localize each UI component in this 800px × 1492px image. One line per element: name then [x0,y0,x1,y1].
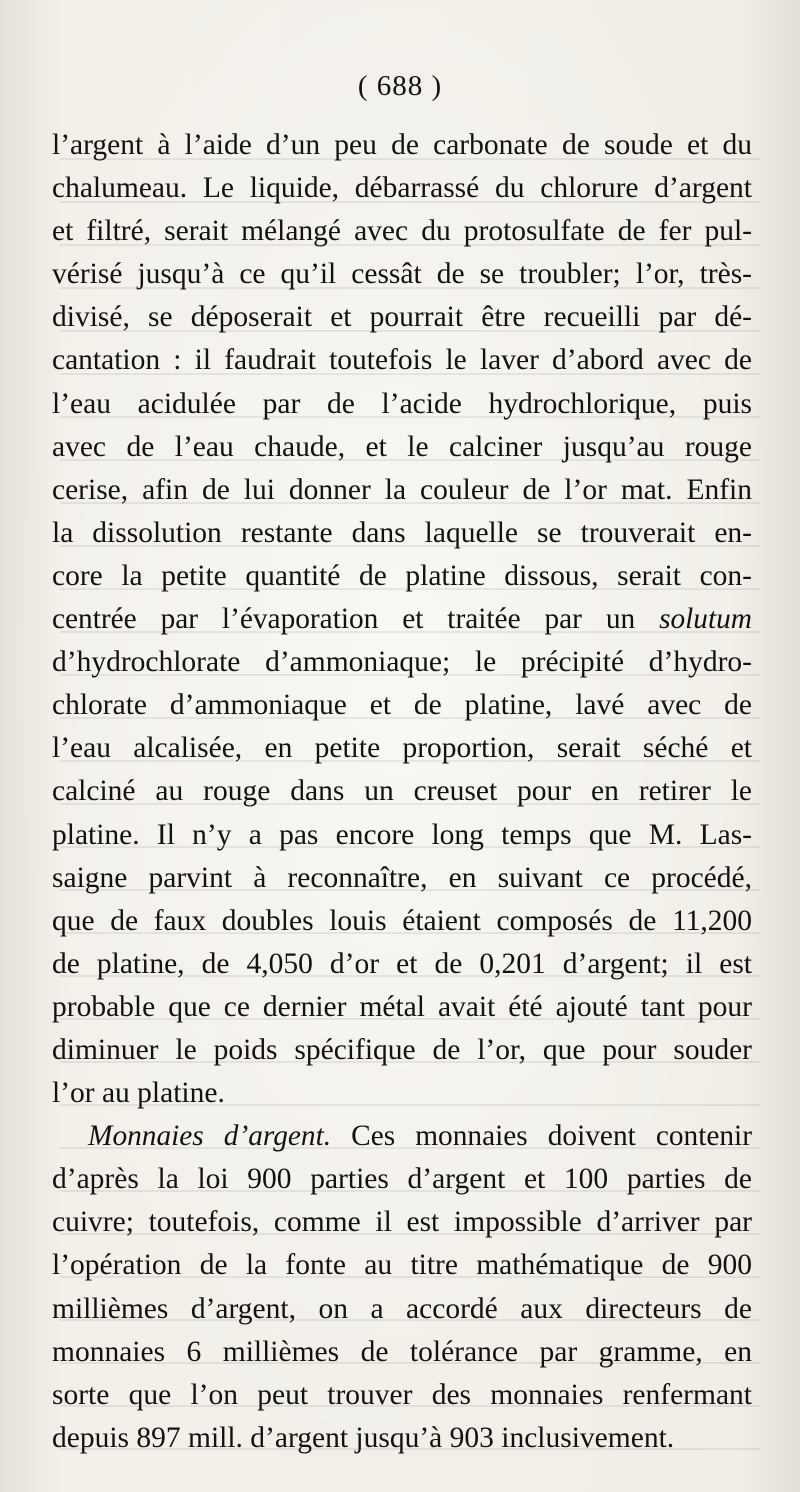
text-line: chalumeau. Le liquide, débarrassé du chlorure d’argent [52,172,752,205]
text-line: l’eau alcalisée, en petite proportion, serait séché et [52,732,752,765]
text-line: que de faux doubles louis étaient composés de 11,200 [52,904,752,937]
text-line-with-italic [52,598,752,641]
text-line: l’opération de la fonte au titre mathématique de 900 [52,1249,752,1282]
text-line: l’eau acidulée par de l’acide hydrochlorique, puis [52,387,752,420]
text-line: millièmes d’argent, on a accordé aux directeurs de [52,1292,752,1325]
text-line: calciné au rouge dans un creuset pour en retirer le [52,775,752,808]
text-line: probable que ce dernier métal avait été ajouté tant pour [52,990,752,1023]
text-line: saigne parvint à reconnaître, en suivant ce procédé, [52,861,752,894]
text-line: la dissolution restante dans laquelle se trouverait en- [52,516,752,549]
text-line: d’après la loi 900 parties d’argent et 100 parties de [52,1163,752,1196]
text-line: chlorate d’ammoniaque et de platine, lavé avec de [52,689,752,722]
text-line: cuivre; toutefois, comme il est impossible d’arriver par [52,1206,752,1239]
text-line: platine. Il n’y a pas encore long temps que M. Las- [52,818,752,851]
paragraph-heading-line [52,1115,752,1158]
section-heading: Monnaies d’argent. [88,1120,332,1153]
text-line: core la petite quantité de platine dissous, serait con- [52,559,752,592]
text-line: d’hydrochlorate d’ammoniaque; le précipité d’hydro- [52,646,752,679]
text-line: cerise, afin de lui donner la couleur de l’or mat. Enfin [52,473,752,506]
text-line: avec de l’eau chaude, et le calciner jusqu’au rouge [52,430,752,463]
body-text [52,124,752,1460]
text-segment: Ces monnaies doivent contenir [351,1120,752,1153]
text-line: vérisé jusqu’à ce qu’il cessât de se troubler; l’or, très- [52,258,752,291]
page-number: ( 688 ) [357,70,443,102]
text-line: de platine, de 4,050 d’or et de 0,201 d’argent; il est [52,947,752,980]
text-line: diminuer le poids spécifique de l’or, que pour souder [52,1033,752,1066]
text-segment: centrée par l’évaporation et traitée par un [52,603,636,636]
text-line-last: l’or au platine. [52,1077,225,1110]
text-line: l’argent à l’aide d’un peu de carbonate de soude et du [52,129,752,161]
italic-term: solutum [659,603,752,636]
text-line-last: depuis 897 mill. d’argent jusqu’à 903 inclusivement. [52,1421,675,1454]
text-line: et filtré, serait mélangé avec du protosulfate de fer pul- [52,215,752,248]
text-line: divisé, se déposerait et pourrait être recueilli par dé- [52,301,752,334]
text-line: monnaies 6 millièmes de tolérance par gramme, en [52,1335,752,1368]
text-line: cantation : il faudrait toutefois le laver d’abord avec de [52,344,752,377]
text-line: sorte que l’on peut trouver des monnaies renfermant [52,1378,752,1411]
